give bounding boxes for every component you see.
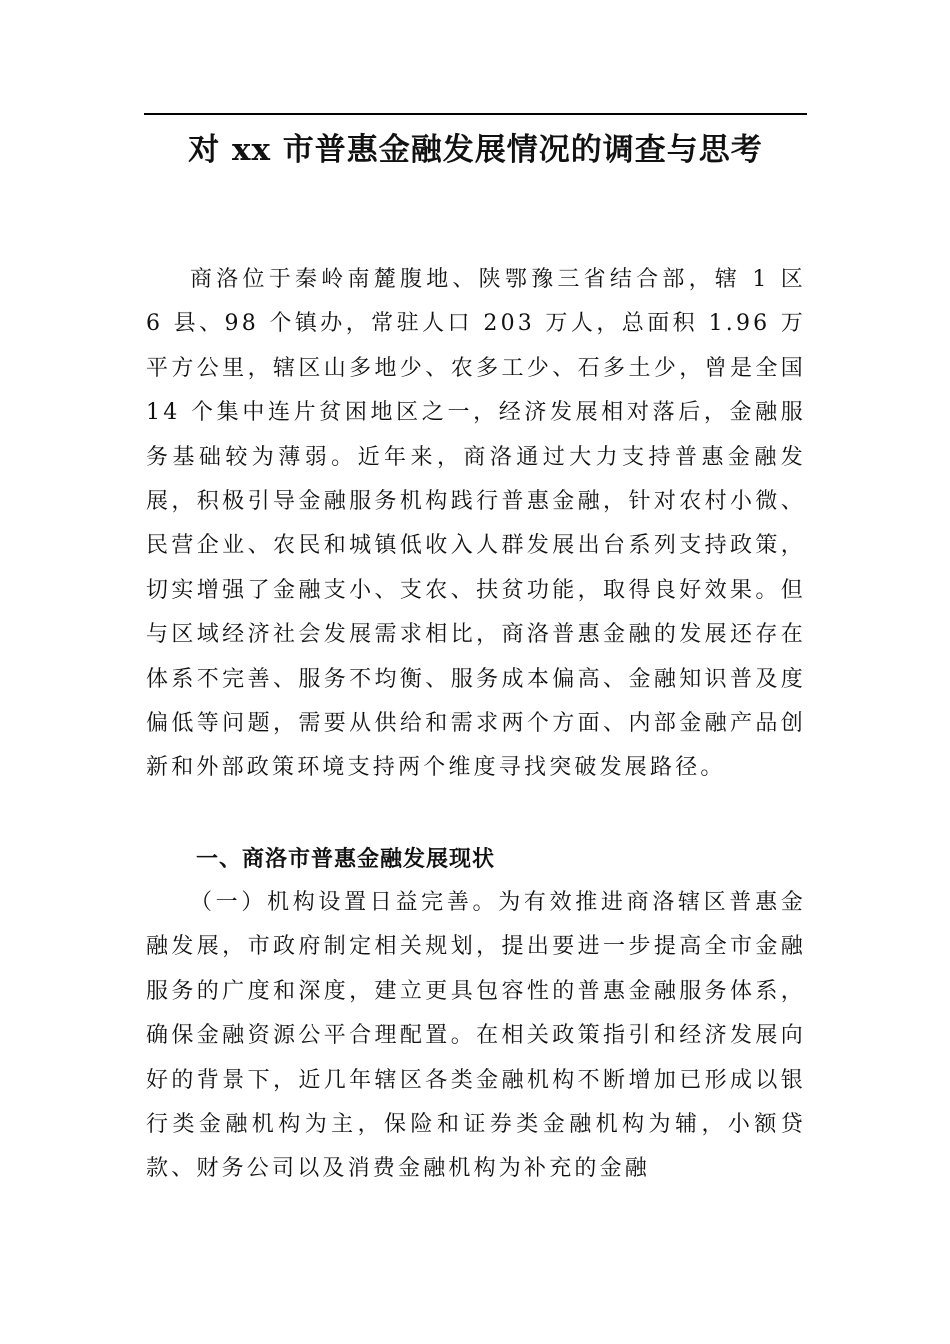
header-rule [144, 113, 807, 115]
document-title: 对 xx 市普惠金融发展情况的调查与思考 [188, 132, 763, 168]
intro-paragraph: 商洛位于秦岭南麓腹地、陕鄂豫三省结合部，辖 1 区 6 县、98 个镇办，常驻人口 203 万人，总面积 1.96 万平方公里，辖区山多地少、农多工少、石多土少，曾是全国 14 个集中连片贫困地区之一，经济发展相对落后，金融服务基础较为薄弱。近年来，商洛通过大力支持普惠金融发展，积极引导金融服务机构践行普惠金融，针对农村小微、民营企业、农民和城镇低收入人群发展出台系列支持政策，切实增强了金融支小、支农、扶贫功能，取得良好效果。但与区域经济社会发展需求相比，商洛普惠金融的发展还存在体系不完善、服务不均衡、服务成本偏高、金融知识普及度偏低等问题，需要从供给和需求两个方面、内部金融产品创新和外部政策环境支持两个维度寻找突破发展路径。 [146, 267, 806, 781]
section-heading: 一、商洛市普惠金融发展现状 [196, 847, 496, 872]
section-paragraph: （一）机构设置日益完善。为有效推进商洛辖区普惠金融发展，市政府制定相关规划，提出要进一步提高全市金融服务的广度和深度，建立更具包容性的普惠金融服务体系，确保金融资源公平合理配置。在相关政策指引和经济发展向好的背景下，近几年辖区各类金融机构不断增加已形成以银行类金融机构为主，保险和证券类金融机构为辅，小额贷款、财务公司以及消费金融机构为补充的金融 [146, 890, 806, 1182]
